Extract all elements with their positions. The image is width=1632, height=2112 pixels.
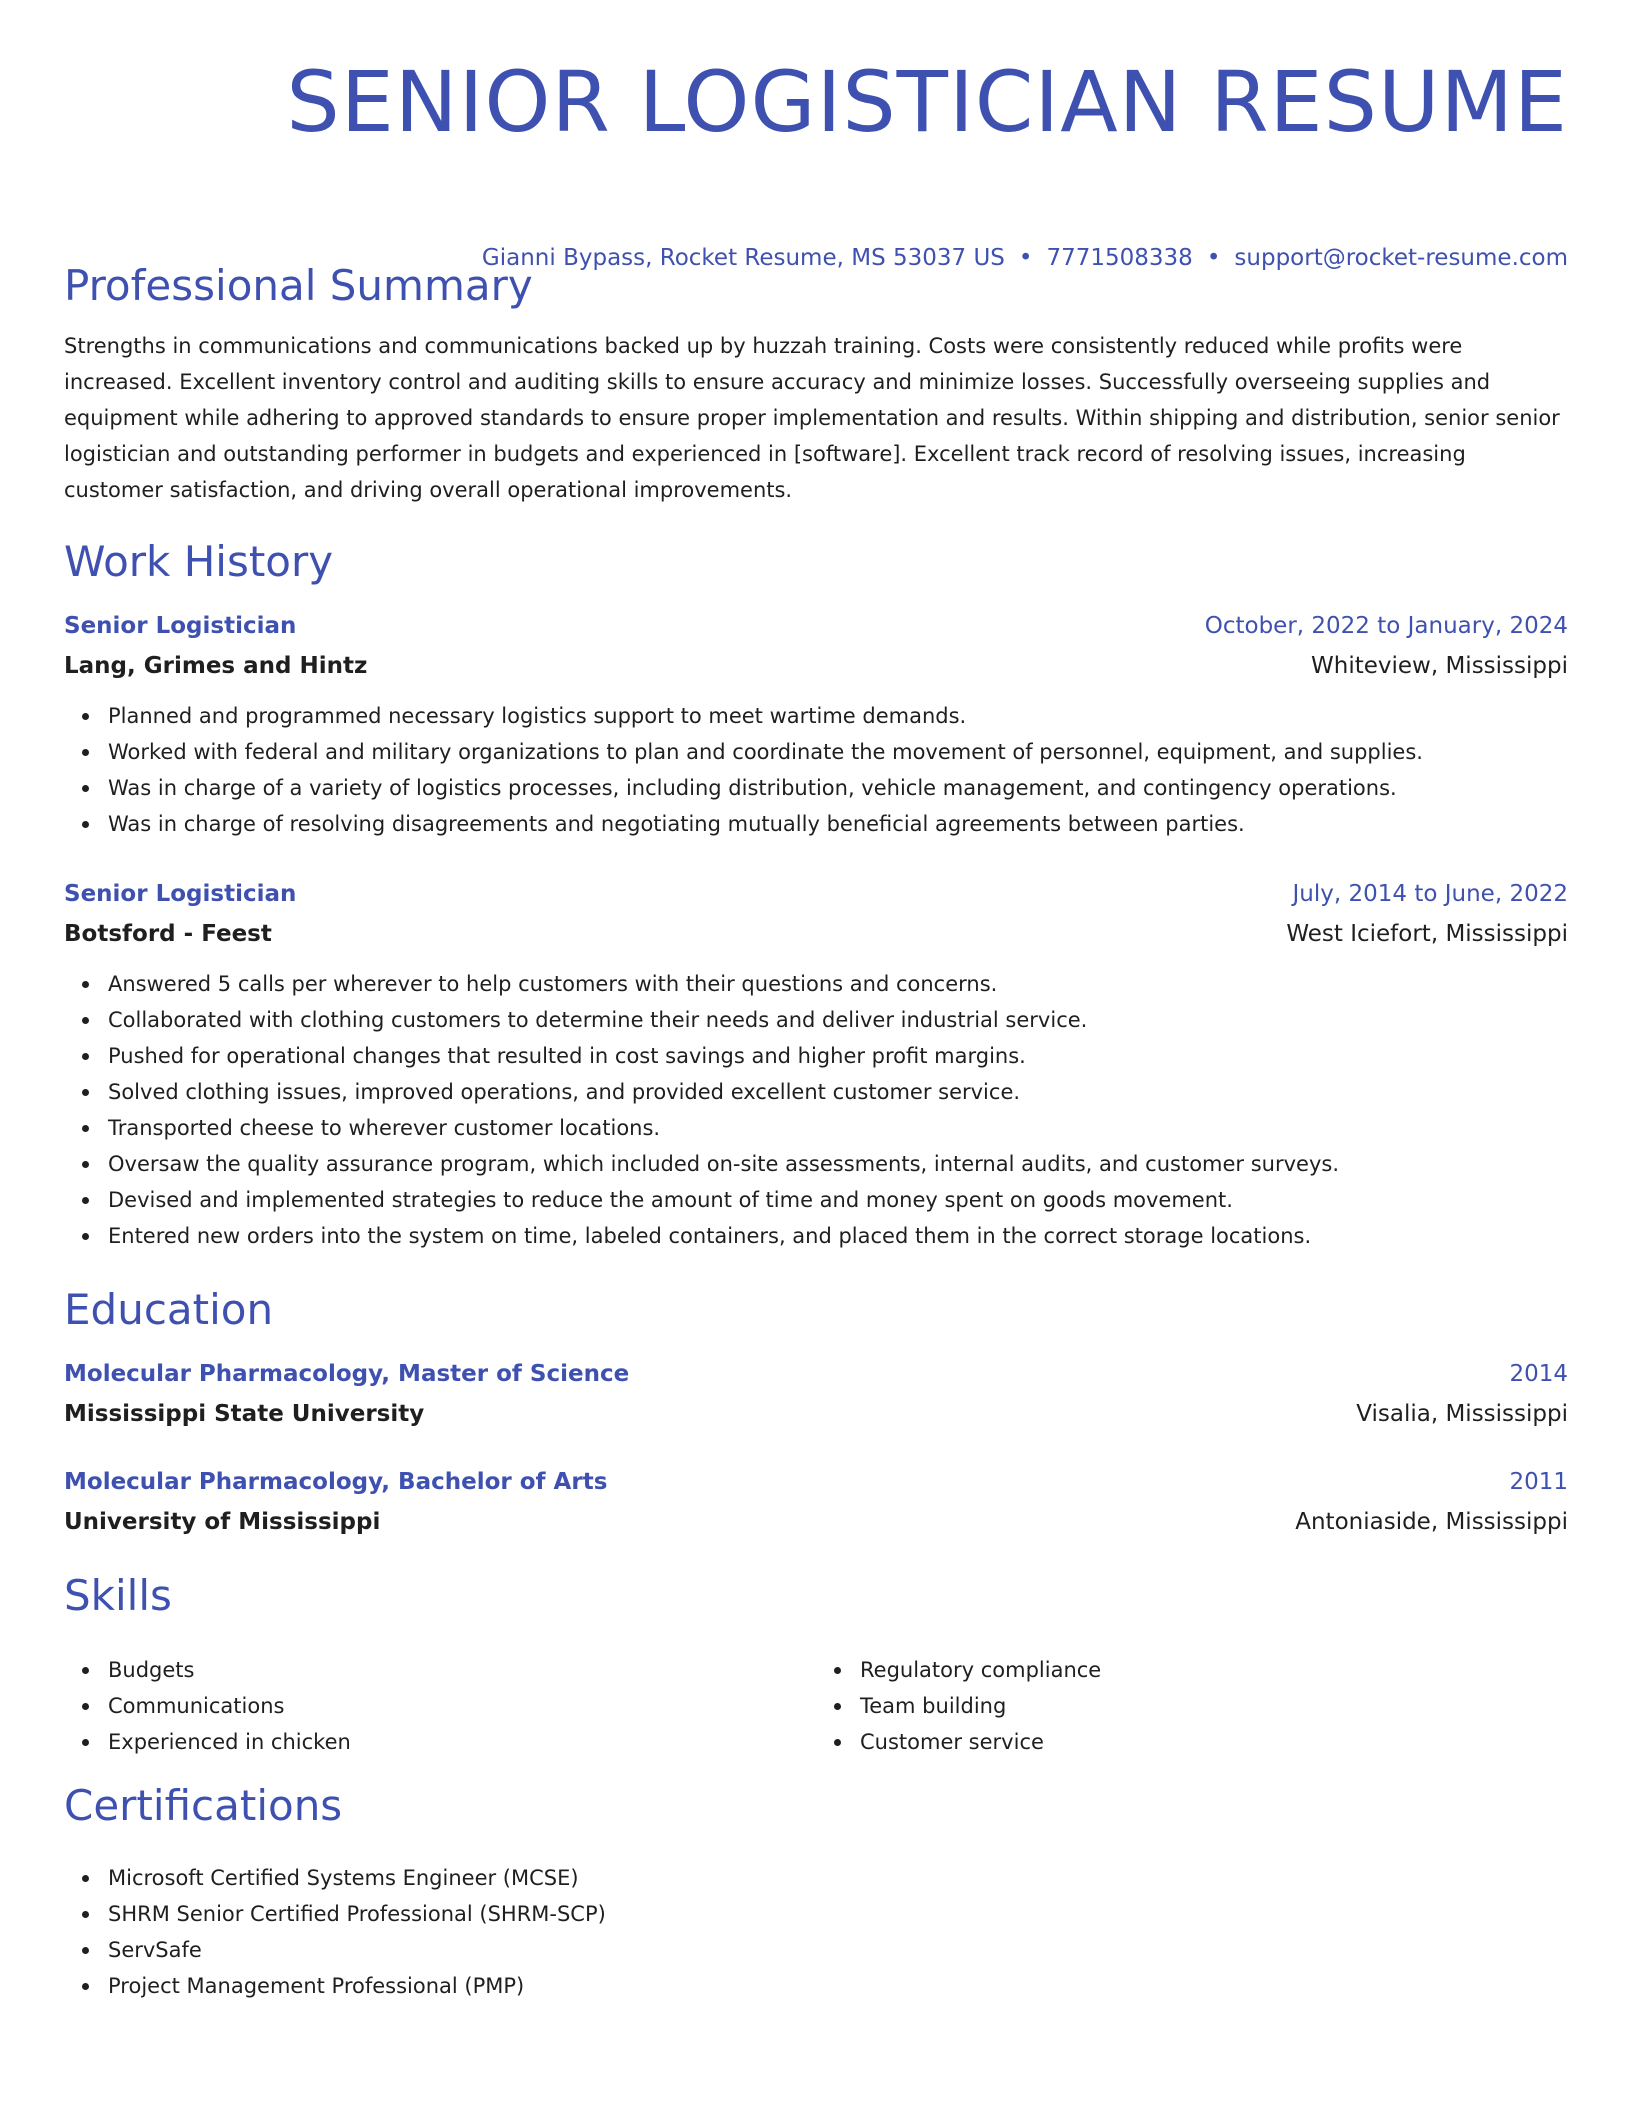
job-title: Senior Logistician <box>64 613 297 639</box>
list-item: Oversaw the quality assurance program, which included on-site assessments, internal audits, and customer surveys. <box>108 1146 1568 1182</box>
list-item: Answered 5 calls per wherever to help customers with their questions and concerns. <box>108 966 1568 1002</box>
list-item: Entered new orders into the system on time, labeled containers, and placed them in the correct storage locations. <box>108 1218 1568 1254</box>
skills-column-left <box>64 1652 816 1760</box>
list-item: Team building <box>860 1688 1568 1724</box>
school-location: Antoniaside, Mississippi <box>1295 1509 1568 1535</box>
job-company: Lang, Grimes and Hintz <box>64 653 368 679</box>
job-entry <box>64 874 1568 1254</box>
list-item: Pushed for operational changes that resulted in cost savings and higher profit margins. <box>108 1038 1568 1074</box>
degree-title: Molecular Pharmacology, Master of Science <box>64 1361 630 1387</box>
list-item: Project Management Professional (PMP) <box>108 1968 1568 2004</box>
job-bullets <box>64 966 1568 1254</box>
certifications-list <box>64 1860 1568 2004</box>
school-name: Mississippi State University <box>64 1401 425 1427</box>
job-bullets <box>64 698 1568 842</box>
resume-title: SENIOR LOGISTICIAN RESUME <box>286 53 1568 151</box>
job-title: Senior Logistician <box>64 881 297 907</box>
school-location: Visalia, Mississippi <box>1356 1401 1568 1427</box>
job-company: Botsford - Feest <box>64 921 272 947</box>
list-item: Was in charge of a variety of logistics processes, including distribution, vehicle management, and contingency operations. <box>108 770 1568 806</box>
degree-title: Molecular Pharmacology, Bachelor of Arts <box>64 1469 608 1495</box>
job-location: Whiteview, Mississippi <box>1311 653 1568 679</box>
job-dates: July, 2014 to June, 2022 <box>1292 881 1568 907</box>
skills-list <box>64 1652 1568 1760</box>
education-entry <box>64 1354 1568 1434</box>
contact-email: support@rocket-resume.com <box>1234 245 1568 271</box>
list-item: Collaborated with clothing customers to determine their needs and deliver industrial service. <box>108 1002 1568 1038</box>
list-item: Solved clothing issues, improved operations, and provided excellent customer service. <box>108 1074 1568 1110</box>
contact-line <box>482 242 1568 274</box>
summary-heading: Professional Summary <box>64 261 533 310</box>
list-item: ServSafe <box>108 1932 1568 1968</box>
skills-heading: Skills <box>64 1571 172 1620</box>
work-history-heading: Work History <box>64 537 334 586</box>
list-item: Worked with federal and military organizations to plan and coordinate the movement of personnel, equipment, and supplies. <box>108 734 1568 770</box>
contact-separator: • <box>1018 245 1033 271</box>
list-item: Communications <box>108 1688 816 1724</box>
list-item: Customer service <box>860 1724 1568 1760</box>
certifications-heading: Certifications <box>64 1781 343 1830</box>
job-location: West Iciefort, Mississippi <box>1286 921 1568 947</box>
degree-year: 2014 <box>1509 1361 1568 1387</box>
list-item: Experienced in chicken <box>108 1724 816 1760</box>
contact-address: Gianni Bypass, Rocket Resume, MS 53037 US <box>481 245 1005 271</box>
list-item: Transported cheese to wherever customer locations. <box>108 1110 1568 1146</box>
skills-column-right <box>816 1652 1568 1760</box>
list-item: Microsoft Certified Systems Engineer (MCSE) <box>108 1860 1568 1896</box>
summary-text: Strengths in communications and communications backed up by huzzah training. Costs were consistently reduced while profits were increased. Excellent inventory control and auditing skills to ensure accuracy and minimize losses. Successfully overseeing supplies and equipment while adhering to approved standards to ensure proper implementation and results. Within shipping and distribution, senior senior logistician and outstanding performer in budgets and experienced in [software]. Excellent track record of resolving issues, increasing customer satisfaction, and driving overall operational improvements. <box>64 334 1560 502</box>
contact-phone: 7771508338 <box>1046 245 1193 271</box>
job-entry <box>64 606 1568 842</box>
school-name: University of Mississippi <box>64 1509 381 1535</box>
contact-separator: • <box>1206 245 1221 271</box>
list-item: Budgets <box>108 1652 816 1688</box>
list-item: Devised and implemented strategies to reduce the amount of time and money spent on goods movement. <box>108 1182 1568 1218</box>
degree-year: 2011 <box>1509 1469 1568 1495</box>
list-item: Was in charge of resolving disagreements and negotiating mutually beneficial agreements between parties. <box>108 806 1568 842</box>
list-item: Regulatory compliance <box>860 1652 1568 1688</box>
education-entry <box>64 1462 1568 1542</box>
list-item: Planned and programmed necessary logistics support to meet wartime demands. <box>108 698 1568 734</box>
job-dates: October, 2022 to January, 2024 <box>1204 613 1568 639</box>
education-heading: Education <box>64 1285 274 1334</box>
list-item: SHRM Senior Certified Professional (SHRM-SCP) <box>108 1896 1568 1932</box>
